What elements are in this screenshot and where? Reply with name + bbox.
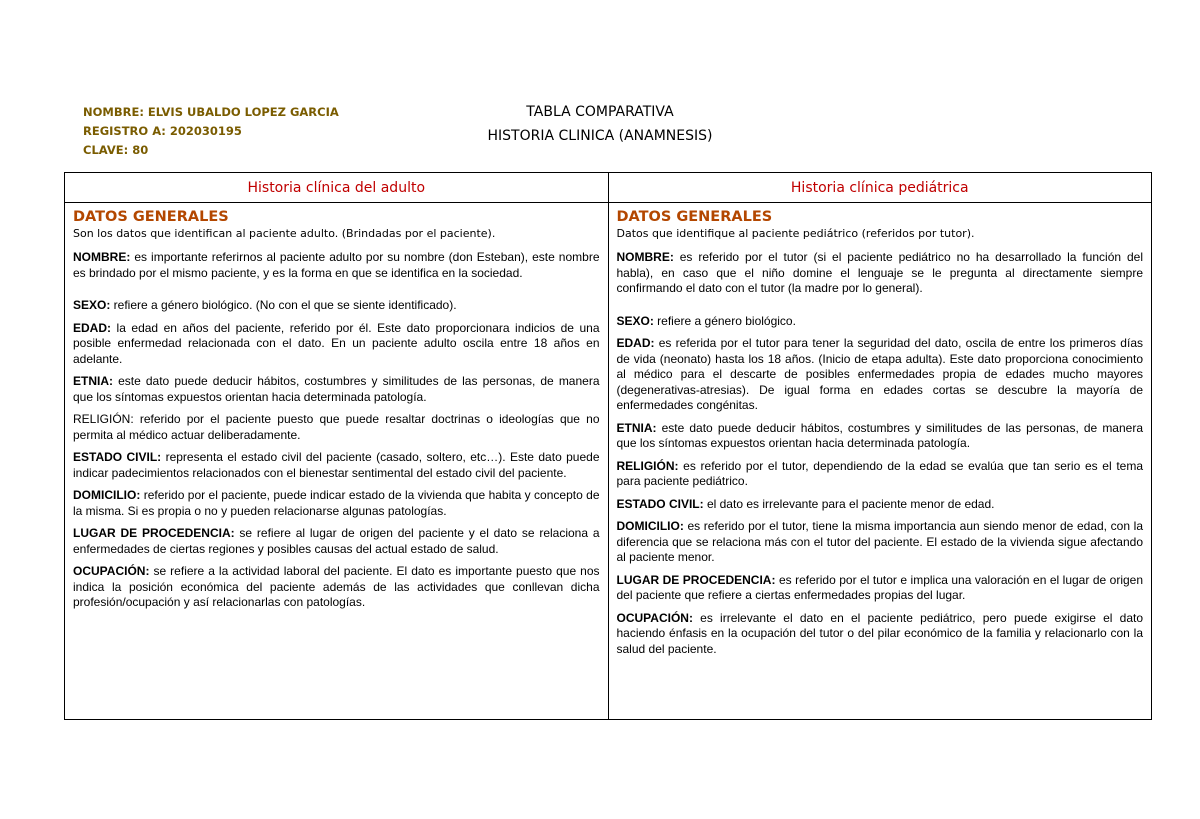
student-info xyxy=(83,103,339,160)
list-item: LUGAR DE PROCEDENCIA: se refiere al lugar de origen del paciente y el dato se relaciona a enfermedades de ciertas regiones y posibles causas del actual estado de salud. xyxy=(73,526,600,556)
section-title: DATOS GENERALES xyxy=(616,209,773,225)
table-header-row xyxy=(65,173,1152,203)
pediatric-column xyxy=(608,203,1152,720)
list-item: SEXO: refiere a género biológico. (No con el que se siente identificado). xyxy=(73,298,457,312)
list-item: DOMICILIO: es referido por el tutor, tiene la misma importancia aun siendo menor de edad, con la diferencia que se relaciona más con el tutor del paciente. El estado de la vivienda sigue afectando al paciente menor. xyxy=(616,519,1143,564)
list-item: EDAD: la edad en años del paciente, referido por él. Este dato proporcionara indicios de una posible enfermedad relacionada con el dato. En un paciente adulto oscila entre 18 años en adelante. xyxy=(73,320,600,366)
title-line-2: HISTORIA CLINICA (ANAMNESIS) xyxy=(487,128,713,144)
column-heading-pediatric: Historia clínica pediátrica xyxy=(608,173,1152,203)
student-clave: CLAVE: 80 xyxy=(83,143,149,157)
title-line-1: TABLA COMPARATIVA xyxy=(526,104,674,120)
list-item: ETNIA: este dato puede deducir hábitos, costumbres y similitudes de las personas, de manera que los síntomas expuestos orientan hacia determinada patología. xyxy=(616,420,1143,450)
list-item: NOMBRE: es importante referirnos al paciente adulto por su nombre (don Esteban), este nombre es brindado por el mismo paciente, y es la forma en que se identifica en la sociedad. xyxy=(73,250,600,280)
column-heading-adult: Historia clínica del adulto xyxy=(65,173,609,203)
list-item: DOMICILIO: referido por el paciente, puede indicar estado de la vivienda que habita y concepto de la misma. Si es propia o no y pueden relacionarse algunas patologías. xyxy=(73,488,600,518)
list-item: EDAD: es referida por el tutor para tener la seguridad del dato, oscila de entre los primeros días de vida (neonato) hasta los 18 años. (Inicio de etapa adulta). Este dato proporciona conocimiento al médico para el descarte de posibles enfermedades propia de edades mucho mayores (degenerativas-atresias). De igual forma en edades cortas se descubre la mayoría de enfermedades congénitas. xyxy=(616,336,1143,412)
list-item: NOMBRE: es referido por el tutor (si el paciente pediátrico no ha desarrollado la función del habla), en caso que el niño domine el lenguaje se le pregunta al directamente siempre confirmando el dato con el tutor (la madre por lo general). xyxy=(616,250,1143,295)
adult-column xyxy=(65,203,609,720)
table-body-row xyxy=(65,203,1152,720)
student-name: NOMBRE: ELVIS UBALDO LOPEZ GARCIA xyxy=(83,105,339,119)
list-item: SEXO: refiere a género biológico. xyxy=(616,313,796,328)
section-intro: Datos que identifique al paciente pediátrico (referidos por tutor). xyxy=(616,227,975,240)
list-item: OCUPACIÓN: se refiere a la actividad laboral del paciente. El dato es importante puesto que nos indica la posición económica del paciente además de las actividades que conllevan dicha profesión/ocupación y así relacionarlas con patologías. xyxy=(73,564,600,609)
list-item: RELIGIÓN: referido por el paciente puesto que puede resaltar doctrinas o ideologías que no permita al médico actuar deliberadamente. xyxy=(73,412,600,442)
list-item: ETNIA: este dato puede deducir hábitos, costumbres y similitudes de las personas, de manera que los síntomas expuestos orientan hacia determinada patología. xyxy=(73,374,600,404)
list-item: LUGAR DE PROCEDENCIA: es referido por el tutor e implica una valoración en el lugar de origen del paciente que refiere a ciertas enfermedades propias del lugar. xyxy=(616,572,1144,602)
comparison-table xyxy=(64,172,1152,720)
student-registro: REGISTRO A: 202030195 xyxy=(83,124,242,138)
document-title xyxy=(450,100,750,148)
section-intro: Son los datos que identifican al paciente adulto. (Brindadas por el paciente). xyxy=(73,227,496,240)
list-item: ESTADO CIVIL: representa el estado civil del paciente (casado, soltero, etc…). Este dato puede indicar padecimientos relacionados con el bienestar sentimental del estado civil del paciente. xyxy=(73,450,600,480)
list-item: ESTADO CIVIL: el dato es irrelevante para el paciente menor de edad. xyxy=(616,496,995,511)
list-item: OCUPACIÓN: es irrelevante el dato en el paciente pediátrico, pero puede exigirse el dato haciendo énfasis en la ocupación del tutor o del pilar económico de la familia y relacionarlo con la salud del paciente. xyxy=(616,610,1143,656)
section-title: DATOS GENERALES xyxy=(73,209,229,225)
list-item: RELIGIÓN: es referido por el tutor, dependiendo de la edad se evalúa que tan serio es el tema para paciente pediátrico. xyxy=(616,458,1143,488)
